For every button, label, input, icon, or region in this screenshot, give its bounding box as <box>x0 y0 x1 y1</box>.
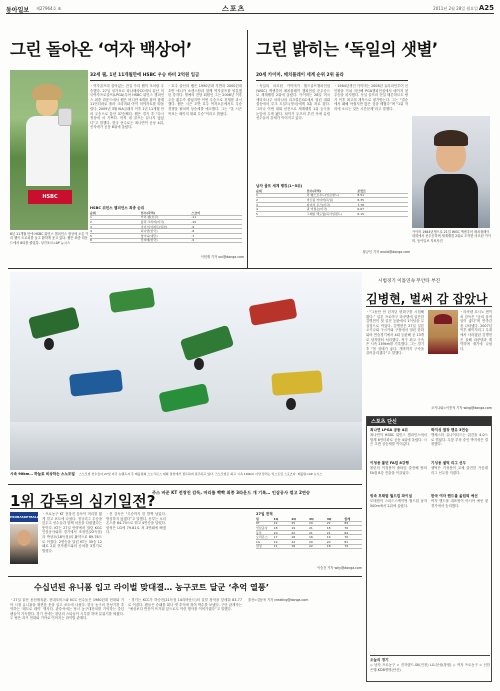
story3-headline: 김병현, 벌써 감 잡았나 <box>366 292 488 306</box>
story4-rule <box>10 508 362 509</box>
cap-icon <box>434 314 452 324</box>
story4-table-title: 27일 전적 <box>256 512 273 516</box>
story2-table-cell: 4 <box>256 207 258 212</box>
story4-table-cell: LG <box>256 539 260 544</box>
rider-helmet-3 <box>286 398 296 410</box>
story4-table-cell: 21 <box>309 525 313 530</box>
kaymer-shirt <box>424 174 478 228</box>
story3-kicker: 시범경기 이틀연속 무안타 부진 <box>378 279 441 284</box>
story3-body-col2: ㆍ라쿠텐 호시노 센이치 감독은 “공의 움직임이 좋다”며 만족감을 나타냈다. 2007년 이후 메이저리그 무대에서 사라졌던 김병현은 올해 라쿠텐과 계약하며 재기에 나섰다. <box>460 310 492 351</box>
story2-subheadline: 20세 카이머, 매치플레이 세계 순위 2위 올라 <box>256 73 344 78</box>
story4-table-cell: 22 <box>291 530 296 535</box>
trophy-icon <box>58 108 72 126</box>
story4-table-cell: KT <box>256 521 260 526</box>
story4-table-cell: 17 <box>273 535 278 540</box>
snowmobile-5 <box>69 369 123 396</box>
page-number: A25 <box>478 4 494 12</box>
hsbc-banner: HSBC <box>28 190 72 204</box>
story4-table-cell: 21 <box>309 530 313 535</box>
snowmobile-2 <box>109 287 155 313</box>
story1-table-body <box>90 211 242 243</box>
brief-heading: 한국 여자 핸드볼 올림픽 예선 <box>431 494 478 498</box>
snowmobile-3 <box>180 325 234 361</box>
story2-table-body <box>256 189 408 217</box>
story4-table-cell: 오리온스 <box>256 535 268 540</box>
story2-table-title: 남자 골프 세계 랭킹(1~5위) <box>256 184 303 188</box>
story1-table-column-header: 선수(국적) <box>140 210 156 215</box>
story4-table-column-header: 1Q <box>273 516 279 521</box>
story4-table-body <box>256 517 362 549</box>
story2-table-cell: 6.15 <box>357 211 365 216</box>
brief-item <box>431 494 488 527</box>
story2-table-cell: 6.67 <box>357 207 365 212</box>
story1-body-col2: ㆍ호주 출신의 웹은 1990년대 후반과 2000년대 초반 애니카 소렌스탐과 함께 여자골프를 양분했던 강자다. 명예의 전당 회원인 그는 2006년 이후 우승 횟수가 줄었지만 이번 우승으로 건재를 과시했다. 웹은 시즌 초반 호주 여자오픈에서도 우승 경쟁을 펼치며 상승세를 예고했다. 그는 “올 시즌 목표는 메이저 대회 우승”이라고 밝혔다. <box>168 84 242 116</box>
issue-date: 2011년 2월 28일 월요일 <box>433 6 478 11</box>
rider-helmet-1 <box>44 338 54 350</box>
story4-table-row <box>256 545 362 550</box>
story2-table-cell: 7.78 <box>357 202 365 207</box>
coach-face <box>17 530 31 546</box>
story4-table-cell: 인삼공사 <box>256 525 268 530</box>
jeon-changjin-photo <box>10 524 38 564</box>
story1-table-cell: 아이 미야자토(일본) <box>140 224 168 229</box>
story1-table-cell: -5 <box>191 238 195 243</box>
story4-table-cell: 19 <box>273 539 278 544</box>
snowmobile-caption <box>10 472 362 482</box>
snowmobile-caption-text: 스노모빌 선수들이 27일 미국 뉴햄프셔 주 베를린의 스노크로스 대회 결선에서 점프하며 질주하고 있다. 스노모빌은 최고 시속 100km 이상 달리는 익스트림 스포츠다. 베를린=AP 뉴시스 <box>78 472 323 476</box>
story1-subheadline: 32세 웹, 1년 11개월만에 HSBC 우승 바비 2억원 입금 <box>90 73 200 78</box>
paper-name: 동아일보 <box>6 7 30 14</box>
story1-table-cell: -9 <box>191 224 195 229</box>
snowmobile-7 <box>271 370 322 395</box>
section-title: 스포츠 <box>222 5 246 13</box>
brief-heading: 이청용 볼턴 FA컵 8강행 <box>370 461 409 465</box>
story4-table-cell: 20 <box>273 530 278 535</box>
story1-table-cell: 최나연(한국) <box>140 229 158 234</box>
story2-table-column-header: 선수(국적) <box>306 188 322 193</box>
story4-table-column-header: 2Q <box>291 516 296 521</box>
story2-table-column-header: 포인트 <box>357 188 367 193</box>
story1-table-cell: -11 <box>191 215 197 220</box>
story4-table-cell: 25 <box>291 521 296 526</box>
story4-table-cell: 19 <box>326 535 331 540</box>
story2-photo-caption: 카이머 1984년생으로 21일 WGC 액센추어 매치플레이 대회에서 준우승하며 세계랭킹 2위로 도약한 마르틴 카이머. 동아일보 자료사진 <box>412 230 491 243</box>
today-games-text: ◇ 남자 프로농구 = 전자랜드-SK(인천) LG-삼성(창원) ◇ 여자 프로농구 = 신한은행-KDB생명(안산) <box>370 663 490 672</box>
kaymer-hair <box>434 130 468 146</box>
snowmobile-6 <box>158 383 209 413</box>
story4-table-column-header: 팀 <box>256 516 259 521</box>
brief-item <box>431 461 488 494</box>
story4-table-cell: 동부 <box>256 530 262 535</box>
story1-results-table <box>90 206 242 243</box>
story4-table-column-header: 합계 <box>344 516 351 521</box>
story2-table-cell: 2 <box>256 197 258 202</box>
kaymer-photo <box>412 116 490 228</box>
story4-table-cell: 18 <box>326 525 331 530</box>
story1-table-cell: 3 <box>90 224 92 229</box>
story4-table-cell: 삼성 <box>256 544 262 549</box>
story4-table-cell: 79 <box>344 544 349 549</box>
story2-table-cell: 3 <box>256 202 258 207</box>
story4-table-column-header: 4Q <box>326 516 332 521</box>
snowmobile-1 <box>28 307 80 340</box>
story1-table-cell: 4 <box>90 229 92 234</box>
story4-table-cell: 22 <box>291 539 296 544</box>
story1-table-cell: 폴라 크리머(미국) <box>140 219 165 224</box>
story2-table-column-header: 순위 <box>256 188 262 193</box>
story1-table-cell: 2 <box>90 219 92 224</box>
story4-table-cell: 20 <box>309 539 313 544</box>
snowmobile-4 <box>249 298 298 326</box>
story2-rule <box>256 80 408 81</box>
story2-table-cell: 8.35 <box>357 197 365 202</box>
story1-table-cell: 8 <box>90 238 92 243</box>
story4-table-cell: 20 <box>326 539 331 544</box>
brief-body: 모태범이 스피드스케이팅 월드컵 남자 500m에서 2위에 올랐다. <box>370 499 427 508</box>
brief-body: 볼턴의 이청용이 풀타임 출전해 팀의 FA컵 8강 진출을 이끌었다. <box>370 466 427 475</box>
story4-byline: 이승건 기자 why@donga.com <box>317 566 362 570</box>
story2-table-cell: 타이거 우즈(미국) <box>306 202 331 207</box>
story2-table-cell: 필 미컬슨(미국) <box>306 207 328 212</box>
story2-byline: 황규인 기자 anold@donga.com <box>362 250 410 254</box>
story1-table-column-header: 순위 <box>90 210 96 215</box>
story3-body-col1: ㆍ“그동안 안 던지던 변화구를 시험해봤다.” 일본 프로야구 라쿠텐에 입단한 김병현이 첫 실전 등판에서 1이닝을 무실점으로 막았다. 김병현은 27일 일본 오키나와 구시카와 구장에서 열린 한화와의 연습경기에서 4회 등판해 공 13개로 삼자범퇴 처리했다. 직구 최고 구속은 시속 139km를 기록했다. 그는 경기 후 “몸 상태가 좋다. 개막까지 구속을 끌어올리겠다”고 말했다. <box>366 310 424 356</box>
story1-photo-caption: 8년 11개월 만에 HSBC 위민스 챔피언스 정상에 오른 카리 웹이 트로피를 들고 환하게 웃고 있다. 웹은 최종 라운드에서 6타를 줄였다. 싱가포르=AP 뉴시스 <box>10 232 89 245</box>
snow-ground <box>10 422 362 470</box>
story4-table-cell: 21 <box>273 544 278 549</box>
golfer-shirt <box>26 116 70 186</box>
story4-table-cell: 84 <box>344 530 349 535</box>
section-rule-mid <box>8 484 362 485</box>
story4-headline: 1위 감독의 심기일전? <box>10 492 156 510</box>
story5-byline: 울산=김동욱 기자 creating@donga.com <box>248 598 309 602</box>
kim-byunghyun-photo <box>428 310 458 354</box>
brief-body: 셀틱은 기성용이 교체 출전한 가운데 리그 선두를 지켰다. <box>431 466 488 475</box>
story4-table-column-header: 3Q <box>309 516 314 521</box>
story1-table-column-header: 스코어 <box>191 210 201 215</box>
brief-body: 맨체스터 유나이티드는 위건을 4-0으로 꺾었다. 무릎 부상 중인 박지성은 결장했다. <box>431 433 488 447</box>
issue-number: 제27964호 ⑥ <box>36 6 62 11</box>
story1-table-cell: 청야니(대만) <box>140 233 158 238</box>
story3-byline: 오키나와=이종석 기자 wing@donga.com <box>431 406 492 410</box>
snowmobile-photo <box>10 272 362 470</box>
section-rule-top <box>8 268 492 269</box>
story1-table-row <box>90 239 242 244</box>
page-masthead <box>6 4 494 14</box>
story2-table-cell: 8.51 <box>357 193 365 198</box>
brief-item <box>431 428 488 461</box>
brief-body: 최나연이 HSBC 위민스 챔피언스에서 합계 8언더파로 공동 4위에 올랐다. 시즌 초반 상승세를 이어갔다. <box>370 433 427 447</box>
column-divider <box>247 30 248 268</box>
rider-helmet-2 <box>194 358 204 370</box>
story1-table-cell: -7 <box>191 233 195 238</box>
story2-table-cell: 5 <box>256 211 258 216</box>
story5-body-col1: ㆍ27일 울산 동천체육관. 현대모비스와 KCC 선수들은 1980년대 현대와 기아 시절 유니폼을 재현한 옷을 입고 코트에 나섰다. 한국 농구의 전성기를 추억하는 ‘레트로 데이’ 행사다. 관중석에는 당시 농구대잔치를 기억하는 중년 팬들이 가득했다. 경기 전에는 왕년의 스타들이 시투를 하며 분위기를 띄웠다. 두 팀은 과거 현대와 기아로 이어지는 라이벌 관계다. <box>10 598 124 621</box>
brief-item <box>370 428 427 461</box>
story4-table-cell: 81 <box>344 539 349 544</box>
sports-briefs-title: 스포츠 단신 <box>367 417 491 426</box>
sports-briefs-list <box>367 426 491 529</box>
story1-table-cell: -8 <box>191 229 195 234</box>
story2-table-cell: 리 웨스트우드(잉글랜드) <box>306 193 339 198</box>
story1-headline: 그린 돌아온 ‘여자 백상어’ <box>10 40 192 59</box>
story4-table-cell: 22 <box>326 521 331 526</box>
story4-score-table <box>256 512 362 549</box>
today-games-title: 오늘의 경기 <box>370 655 490 663</box>
story4-subheadline: 주스 바꾼 KT 전창진 감독, 머리를 빡빡 최종 3라운드 개 기록… 인삼공사 꺾고 2연승 <box>152 490 311 495</box>
story4-table-cell: 70 <box>344 535 349 540</box>
story1-table-cell: 카리 웹(호주) <box>140 215 159 220</box>
story4-table-cell: 18 <box>291 535 296 540</box>
story4-table-cell: 20 <box>309 521 313 526</box>
probasketball-logo: PROBASKETBALL <box>10 512 38 522</box>
story4-table-cell: 76 <box>344 525 349 530</box>
sports-briefs-box <box>366 416 492 682</box>
brief-heading: 기성용 셀틱 리그 선두 <box>431 461 466 465</box>
story4-table-cell: 18 <box>273 525 278 530</box>
story2-table-row <box>256 212 408 217</box>
brief-heading: 박지성 결장 맨유 3연승 <box>431 428 469 432</box>
brief-body: 여자 핸드볼 대표팀이 아시아 예선 첫 경기에서 승리했다. <box>431 499 488 508</box>
story2-headline: 그린 밝히는 ‘독일의 샛별’ <box>256 40 438 59</box>
story4-table-cell: 16 <box>309 535 313 540</box>
story1-table-title: HSBC 위민스 챔피언스 최종 순위 <box>90 206 145 210</box>
story2-table-cell: 마르틴 카이머(독일) <box>306 197 334 202</box>
story4-body-col2: ㆍ전 감독은 “우승까지 한 발짝 남았다. 방심하지 않겠다”고 말했다. 동부는 오리온스를 84-70으로 꺾고 4연승을 달렸다. 삼성은 LG에 79-81로 져 3연패에 빠졌다. <box>106 512 166 535</box>
golfer-hair <box>32 84 62 100</box>
story2-ranking-table <box>256 184 408 217</box>
story2-table-cell: 그레임 맥도월(북아일랜드) <box>306 211 342 216</box>
today-games <box>370 655 490 677</box>
story4-table-cell: 18 <box>326 544 331 549</box>
story1-body-col1: ㆍ여자골프의 살아있는 전설 카리 웹이 모처럼 우승했다. 27일 싱가포르 타나메라CC에서 끝난 미국여자프로골프(LPGA)투어 HSBC 위민스 챔피언스 최종 라운드에서 웹은 버디만 6개를 잡아 합계 11언더파로 폴라 크리머와 아이 미야자토를 따돌렸다. 2009년 3월 KIA클래식 이후 1년 11개월 만의 우승으로 통산 37승째다. 웹은 경기 후 “다시 정상에 서 기쁘다. 아직 내 골프는 끝나지 않았다”고 말했다. 한국 선수로는 최나연이 공동 4위, 신지애가 공동 8위에 올랐다. <box>90 84 164 130</box>
story5-headline: 수십년된 유니폼 입고 라이벌 맞대결… 농구코트 달군 ‘추억 열풍’ <box>34 582 269 592</box>
story3-rule <box>366 306 492 307</box>
story2-body-col1: ㆍ독일의 마르틴 카이머가 월드골프챔피언십(WGC) 액센추어 매치플레이 챔피언십 준우승으로 세계랭킹 2위에 올랐다. 카이머는 28일 미국 애리조나주 마라나의 리츠칼튼GC에서 열린 대회 결승에서 루크 도널드(영국)에게 3홀 차로 졌다. 그러나 이번 대회 선전으로 세계랭킹 1위 등극을 눈앞에 두게 됐다. 타이거 우즈의 부진 속에 유럽 선수들의 강세가 이어지고 있다. <box>256 84 330 121</box>
webb-trophy-photo <box>10 70 88 230</box>
snowmobile-caption-title: 시속 90km… 하늘로 비상하는 스노모빌 <box>10 472 75 476</box>
story1-table-cell: 신지애(한국) <box>140 238 158 243</box>
story2-body-col2: ㆍ1984년생인 카이머는 2008년 유러피언투어 신인왕을 거쳐 지난해 PGA챔피언십에서 메이저 첫 우승을 차지했다. 독일 골프의 전설 베른하르트 랑거 이후 최고의 재목으로 평가받는다. 그는 “결승에서 패해 아쉽지만 많은 것을 배웠다”며 “1위 자리에 오르는 것은 시간문제”라고 말했다. <box>334 84 408 111</box>
story4-table-cell: 18 <box>291 544 296 549</box>
story1-table-cell: 5 <box>90 233 92 238</box>
story1-table-cell: -10 <box>191 219 197 224</box>
story4-table-cell: 21 <box>326 530 331 535</box>
story2-table-cell: 1 <box>256 193 258 198</box>
story1-byline: 이헌재 기자 uni@donga.com <box>200 255 244 259</box>
story4-table-cell: 89 <box>344 521 349 526</box>
brief-item <box>370 494 427 527</box>
story4-body-col1: ㆍ프로농구 KT 전창진 감독이 머리를 짧게 깎고 코트에 나섰다. 정규리그 우승을 앞두고 선수들과 함께 마음을 다잡겠다는 뜻이다. KT는 27일 안양에서 열린 KGC인삼공사와의 경기에서 조성민(22득점)과 박상오(18득점)의 활약으로 89-76으로 이겼다. 2연승을 달린 KT는 35승 12패로 2위 전자랜드와의 승차를 3경기로 벌렸다. <box>42 512 102 553</box>
brief-item <box>370 461 427 494</box>
section-rule-bottom <box>8 576 362 577</box>
story4-table-cell: 19 <box>291 525 296 530</box>
brief-heading: 빙속 모태범 월드컵 파이널 <box>370 494 412 498</box>
brief-heading: 최나연 LPGA 공동 4위 <box>370 428 408 432</box>
story1-table-cell: 1 <box>90 215 92 220</box>
story5-body-col2: ㆍ경기는 KCC가 하승진(21득점 14리바운드)의 골밑 장악을 앞세워 83-77로 이겼다. 팬들은 승패를 떠나 옛 추억에 젖어 박수를 보냈다. 구단 관계자는 “예상보다 반응이 뜨거워 앞으로도 이런 행사를 이어가겠다”고 말했다. <box>128 598 242 612</box>
story1-rule <box>90 80 242 81</box>
story4-table-cell: 22 <box>309 544 313 549</box>
story4-table-cell: 22 <box>273 521 278 526</box>
